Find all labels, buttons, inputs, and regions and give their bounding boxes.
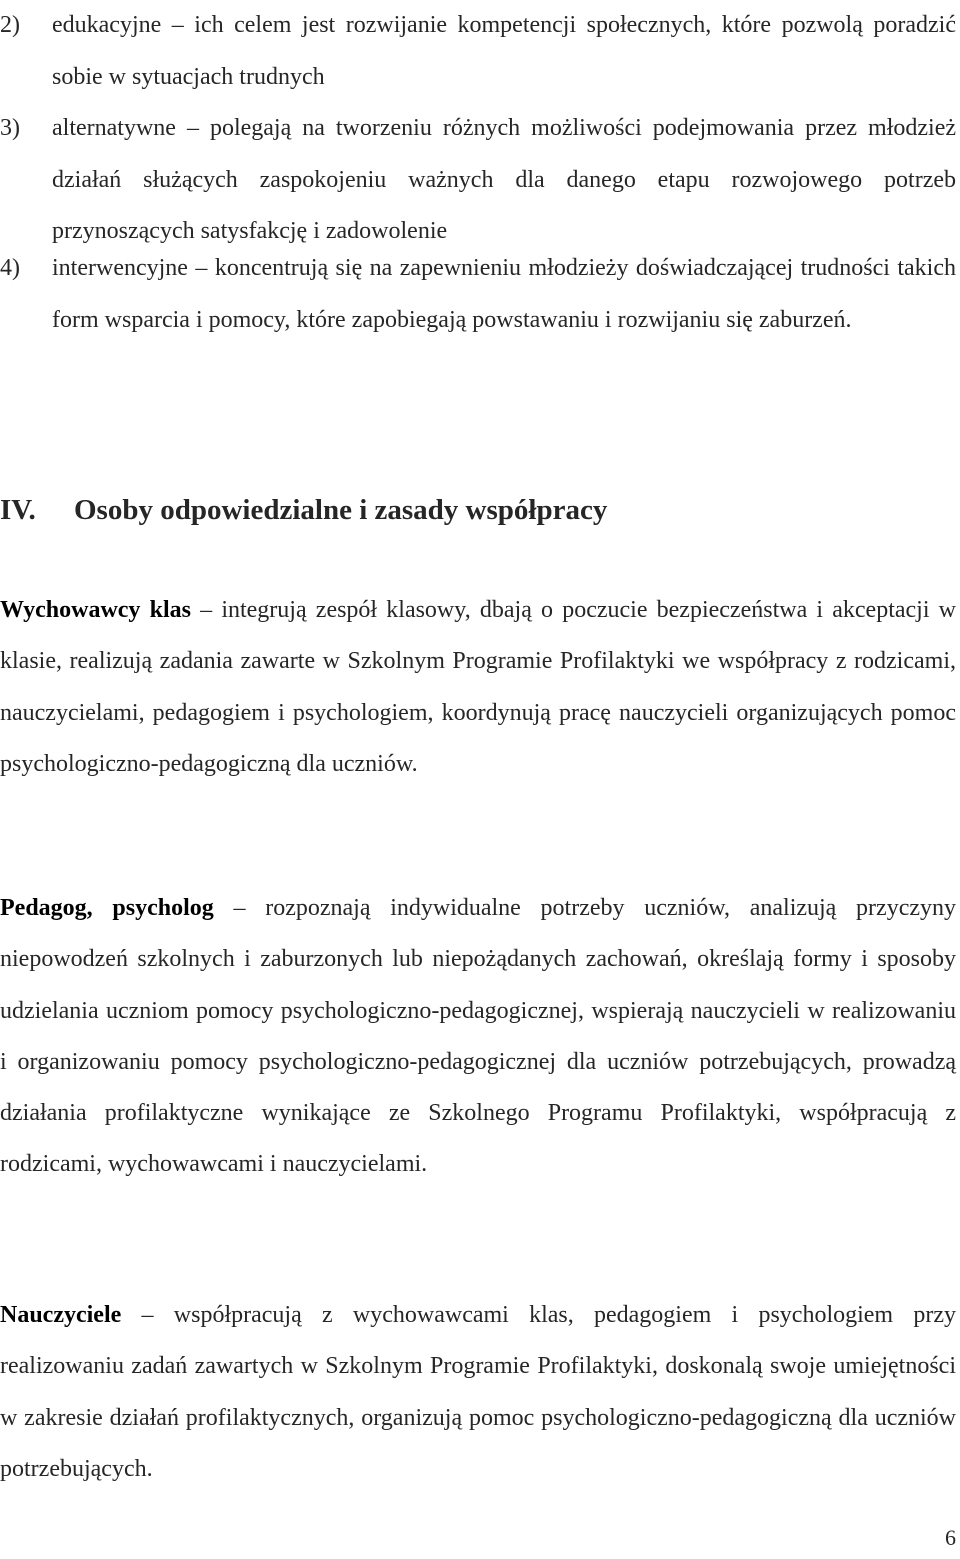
paragraph-lead: Nauczyciele [0,1302,122,1328]
paragraph-pedagog [0,883,956,1191]
list-item-number: 2) [0,12,20,38]
paragraph-text: – rozpoznają indywidualne potrzeby uczniów, analizują przyczyny niepowodzeń szkolnych i zaburzonych lub niepożądanych zachowań, określają formy i sposoby udzielania uczniom pomocy psychologiczno-pedagogicznej, wspierają nauczycieli w realizowaniu i organizowaniu pomocy psychologiczno-pedagogicznej dla uczniów potrzebujących, prowadzą działania profilaktyczne wynikające ze Szkolnego Programu Profilaktyki, współpracują z rodzicami, wychowawcami i nauczycielami. [0,895,957,1178]
paragraph-text: – integrują zespół klasowy, dbają o poczucie bezpieczeństwa i akceptacji w klasie, realizują zadania zawarte w Szkolnym Programie Profilaktyki we współpracy z rodzicami, nauczycielami, pedagogiem i psychologiem, koordynują pracę nauczycieli organizujących pomoc psychologiczno-pedagogiczną dla uczniów. [0,597,957,777]
list-item-number: 3) [0,115,20,141]
list-item-text: alternatywne – polegają na tworzeniu różnych możliwości podejmowania przez młodzież działań służących zaspokojeniu ważnych dla danego etapu rozwojowego potrzeb przynoszących satysfakcję i zadowolenie [52,115,956,244]
section-number: IV. [0,494,36,526]
page-number: 6 [945,1525,956,1550]
list-item-3 [0,103,956,258]
paragraph-lead: Wychowawcy klas [0,597,191,623]
paragraph-nauczyciele [0,1290,956,1495]
list-item-number: 4) [0,255,20,281]
paragraph-lead: Pedagog, psycholog [0,895,214,921]
paragraph-text: – współpracują z wychowawcami klas, pedagogiem i psychologiem przy realizowaniu zadań zawartych w Szkolnym Programie Profilaktyki, doskonalą swoje umiejętności w zakresie działań profilaktycznych, organizują pomoc psychologiczno-pedagogiczną dla uczniów potrzebujących. [0,1302,956,1482]
list-item-4 [0,243,956,346]
list-item-text: edukacyjne – ich celem jest rozwijanie kompetencji społecznych, które pozwolą poradzić sobie w sytuacjach trudnych [52,12,956,90]
paragraph-wychowawcy [0,585,956,790]
list-item-text: interwencyjne – koncentrują się na zapewnieniu młodzieży doświadczającej trudności takich form wsparcia i pomocy, które zapobiegają powstawaniu i rozwijaniu się zaburzeń. [52,255,956,333]
section-title: Osoby odpowiedzialne i zasady współpracy [74,494,608,526]
list-item-2 [0,0,956,103]
section-heading [0,485,956,535]
